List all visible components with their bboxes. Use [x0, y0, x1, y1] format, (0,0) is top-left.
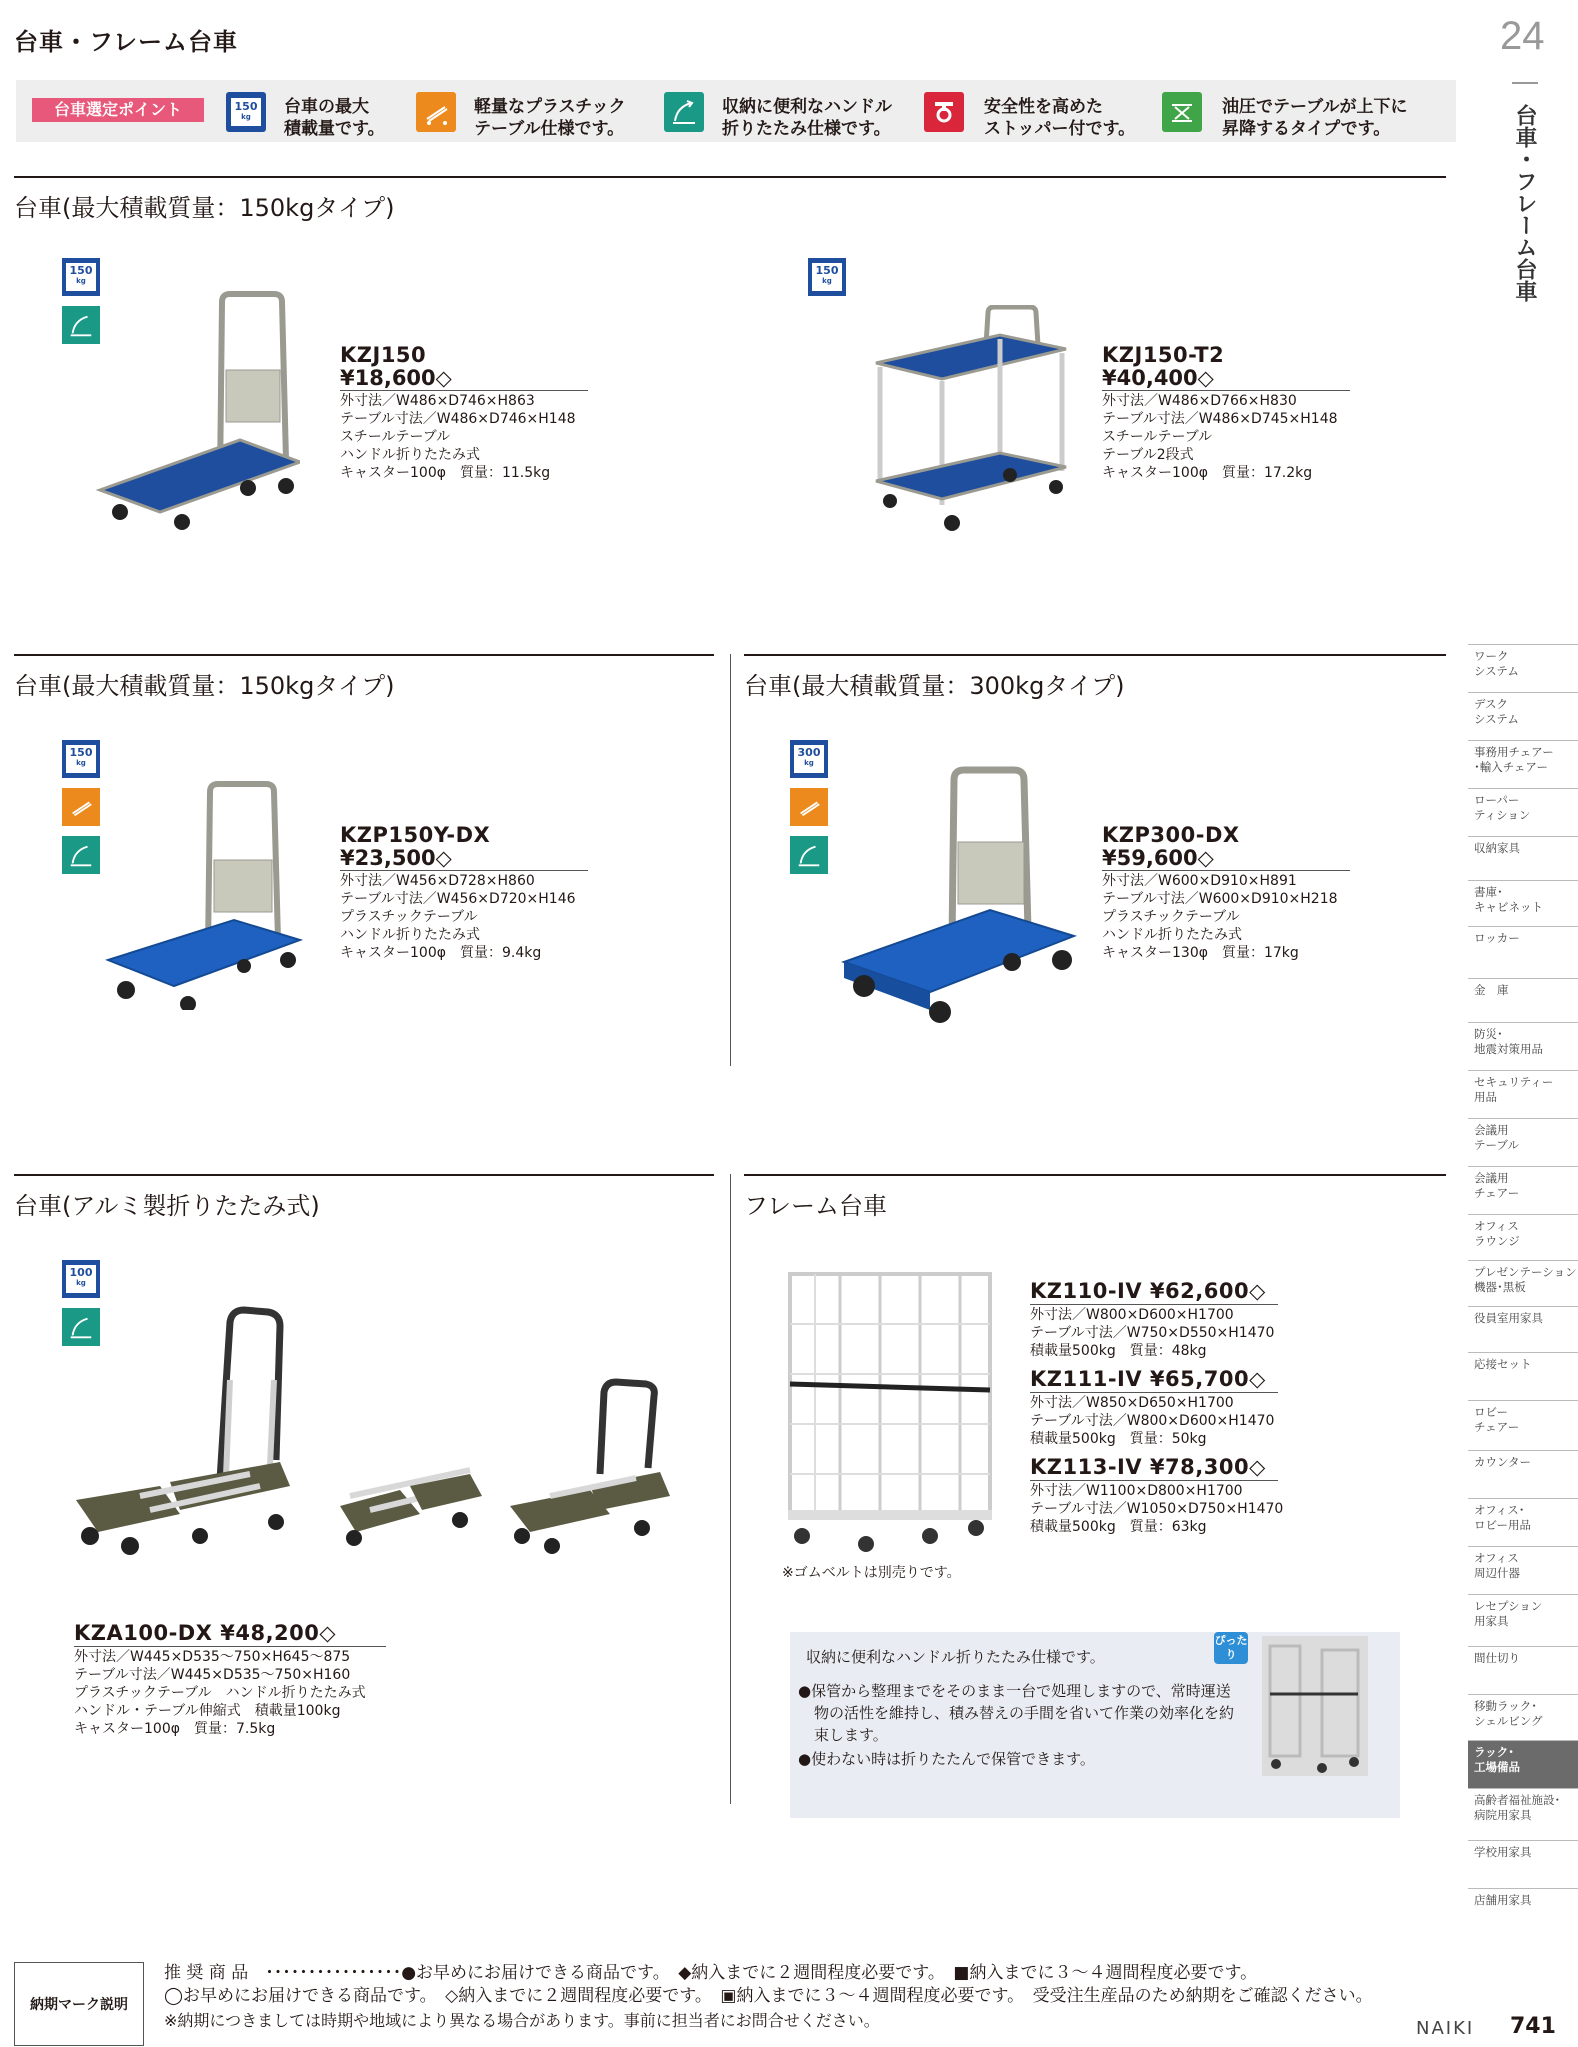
divider	[340, 870, 588, 871]
index-label: ワーク	[1474, 649, 1509, 663]
section-divider	[14, 176, 1446, 178]
divider	[1102, 390, 1350, 391]
divider	[1030, 1480, 1278, 1481]
notice-bullet-1: ●保管から整理までをそのまま一台で処理しますので、常時運送 物の活性を維持し、積み替えの手間を省いて作業の効率化を約 束します。	[798, 1682, 1235, 1744]
index-item[interactable]	[1468, 740, 1578, 788]
plastic-table-icon	[62, 788, 100, 826]
product-specs: 外寸法／W800×D600×H1700 テーブル寸法／W750×D550×H1470 積載量500kg 質量：48kg	[1030, 1307, 1275, 1359]
product-code: KZP300-DX	[1102, 823, 1240, 847]
index-item[interactable]	[1468, 1022, 1578, 1070]
index-item[interactable]	[1468, 1260, 1578, 1306]
index-label: 会議用	[1474, 1123, 1509, 1137]
stopper-icon	[924, 92, 964, 132]
plastic-table-icon	[790, 788, 828, 826]
index-item[interactable]	[1468, 1788, 1578, 1840]
index-label: ロッカー	[1474, 931, 1520, 945]
product-specs: 外寸法／W486×D766×H830 テーブル寸法／W486×D745×H148 スチールテーブル テーブル2段式 キャスター100φ 質量：17.2kg	[1102, 393, 1338, 481]
product-specs: 外寸法／W456×D728×H860 テーブル寸法／W456×D720×H146 プラスチックテーブル ハンドル折りたたみ式 キャスター100φ 質量：9.4kg	[340, 873, 576, 961]
index-label: 事務用チェアー	[1474, 745, 1554, 759]
folding-handle-icon	[664, 92, 704, 132]
section-divider	[744, 1174, 1446, 1176]
index-label: 工場備品	[1474, 1760, 1520, 1774]
index-item[interactable]	[1468, 1594, 1578, 1646]
divider	[1030, 1392, 1278, 1393]
product-specs: 外寸法／W600×D910×H891 テーブル寸法／W600×D910×H218 プラスチックテーブル ハンドル折りたたみ式 キャスター130φ 質量：17kg	[1102, 873, 1338, 961]
weight-150kg-icon: 150 kg	[808, 258, 846, 296]
index-item[interactable]	[1468, 1840, 1578, 1888]
column-divider	[730, 654, 731, 1066]
index-label: チェアー	[1474, 1186, 1520, 1200]
page-number: 741	[1510, 2014, 1556, 2039]
index-item[interactable]	[1468, 1070, 1578, 1118]
index-item[interactable]	[1468, 1306, 1578, 1352]
index-label: チェアー	[1474, 1420, 1520, 1434]
divider	[74, 1646, 386, 1647]
product-code-price: KZ111-IV ¥65,700◇	[1030, 1367, 1266, 1391]
index-label: レセプション	[1474, 1599, 1543, 1613]
divider	[340, 390, 588, 391]
index-label: 間仕切り	[1474, 1651, 1520, 1665]
folding-handle-icon	[62, 836, 100, 874]
section-title: 台車(最大積載質量：300kgタイプ)	[744, 672, 1125, 700]
product-specs: 外寸法／W486×D746×H863 テーブル寸法／W486×D746×H148 スチールテーブル ハンドル折りたたみ式 キャスター100φ 質量：11.5kg	[340, 393, 576, 481]
product-price: ¥59,600◇	[1102, 846, 1214, 870]
index-label: ラック･	[1474, 1745, 1515, 1759]
index-item[interactable]	[1468, 978, 1578, 1022]
product-code: KZP150Y-DX	[340, 823, 491, 847]
index-item[interactable]	[1468, 1400, 1578, 1450]
index-label: 地震対策用品	[1474, 1042, 1543, 1056]
selection-points-tag: 台車選定ポイント	[32, 98, 204, 122]
index-label: 店舗用家具	[1474, 1893, 1532, 1907]
index-label: シェルビング	[1474, 1714, 1543, 1728]
index-item[interactable]	[1468, 1498, 1578, 1546]
index-item[interactable]	[1468, 880, 1578, 926]
index-label: ラウンジ	[1474, 1234, 1520, 1248]
section-title: 台車(アルミ製折りたたみ式)	[14, 1192, 320, 1220]
section-divider	[14, 654, 714, 656]
index-label: 書庫･	[1474, 885, 1503, 899]
legend-note: ※納期につきましては時期や地域により異なる場合があります。事前に担当者にお問合せください。	[164, 2011, 880, 2030]
index-label: セキュリティー	[1474, 1075, 1554, 1089]
weight-150kg-icon: 150 kg	[62, 740, 100, 778]
product-specs: 外寸法／W850×D650×H1700 テーブル寸法／W800×D600×H1470 積載量500kg 質量：50kg	[1030, 1395, 1275, 1447]
frame-cart-note: ※ゴムベルトは別売りです。	[782, 1565, 961, 1581]
product-code-price: KZ113-IV ¥78,300◇	[1030, 1455, 1266, 1479]
index-label: 用家具	[1474, 1614, 1509, 1628]
index-item[interactable]	[1468, 926, 1578, 978]
index-item[interactable]	[1468, 836, 1578, 880]
side-chapter-title: 台車・フレーム台車	[1512, 104, 1537, 302]
fit-badge: ぴったり	[1214, 1632, 1248, 1664]
index-item[interactable]	[1468, 1352, 1578, 1400]
section-title: 台車(最大積載質量：150kgタイプ)	[14, 194, 395, 222]
index-label: ロビー	[1474, 1405, 1509, 1419]
index-label: ティション	[1474, 808, 1531, 822]
divider	[1512, 82, 1538, 84]
folding-handle-icon	[790, 836, 828, 874]
weight-300kg-icon: 300 kg	[790, 740, 828, 778]
divider	[1030, 1304, 1278, 1305]
weight-150kg-icon: 150 kg	[226, 92, 266, 132]
weight-150kg-icon: 150 kg	[62, 258, 100, 296]
index-item[interactable]	[1468, 1118, 1578, 1166]
product-code-price: KZ110-IV ¥62,600◇	[1030, 1279, 1266, 1303]
kzj150-product-image	[90, 290, 300, 530]
section-divider	[744, 654, 1446, 656]
index-item[interactable]	[1468, 644, 1578, 692]
point-5-text: 油圧でテーブルが上下に 昇降するタイプです。	[1222, 97, 1408, 139]
delivery-mark-legend-label: 納期マーク説明	[14, 1962, 144, 2046]
kza100-dx-product-image	[70, 1300, 710, 1600]
index-label: キャビネット	[1474, 900, 1543, 914]
hydraulic-lift-icon	[1162, 92, 1202, 132]
index-label: オフィス	[1474, 1551, 1519, 1565]
product-price: ¥23,500◇	[340, 846, 452, 870]
index-label: 用品	[1474, 1090, 1497, 1104]
index-label: カウンター	[1474, 1455, 1532, 1469]
section-title: 台車(最大積載質量：150kgタイプ)	[14, 672, 395, 700]
index-item[interactable]	[1468, 1888, 1578, 1936]
index-item[interactable]	[1468, 1214, 1578, 1260]
point-4-text: 安全性を高めた ストッパー付です。	[984, 97, 1136, 139]
notice-bullet-2: ●使わない時は折りたたんで保管できます。	[798, 1750, 1095, 1768]
notice-title: 収納に便利なハンドル折りたたみ仕様です。	[806, 1648, 1105, 1666]
product-code: KZJ150-T2	[1102, 343, 1225, 367]
plastic-table-icon	[416, 92, 456, 132]
index-label: 役員室用家具	[1474, 1311, 1543, 1325]
index-item[interactable]	[1468, 1450, 1578, 1498]
index-label: デスク	[1474, 697, 1509, 711]
index-item[interactable]	[1468, 1166, 1578, 1214]
folded-frame-cart-image	[1262, 1636, 1368, 1776]
index-label: 周辺什器	[1474, 1566, 1520, 1580]
index-label: 金 庫	[1474, 983, 1509, 997]
index-label: 応接セット	[1474, 1357, 1532, 1371]
page-title: 台車・フレーム台車	[14, 28, 239, 56]
index-label: 学校用家具	[1474, 1845, 1532, 1859]
index-label: 収納家具	[1474, 841, 1520, 855]
index-label: オフィス･	[1474, 1503, 1525, 1517]
index-item[interactable]	[1468, 1740, 1578, 1788]
index-label: テーブル	[1474, 1138, 1519, 1152]
index-label: 移動ラック･	[1474, 1699, 1538, 1713]
point-1-text: 台車の最大 積載量です。	[284, 97, 385, 139]
column-divider	[730, 1174, 731, 1804]
index-item[interactable]	[1468, 1694, 1578, 1740]
divider	[1102, 870, 1350, 871]
index-item[interactable]	[1468, 1646, 1578, 1694]
product-specs: 外寸法／W445×D535～750×H645～875 テーブル寸法／W445×D535～750×H160 プラスチックテーブル ハンドル折りたたみ式 ハンドル・テーブル伸縮式 積載量100kg キャスター100φ 質量：7.5kg	[74, 1649, 366, 1737]
index-label: ローパー	[1474, 793, 1520, 807]
index-label: オフィス	[1474, 1219, 1519, 1233]
index-label: プレゼンテーション	[1474, 1265, 1577, 1279]
kzp300-dx-product-image	[840, 766, 1080, 1026]
index-item[interactable]	[1468, 788, 1578, 836]
index-label: システム	[1474, 712, 1519, 726]
legend-row-1: 推 奨 商 品 ････････････････●お早めにお届けできる商品です。 ◆納入までに２週間程度必要です。 ■納入までに３～４週間程度必要です。	[164, 1963, 1258, 1983]
weight-100kg-icon: 100 kg	[62, 1260, 100, 1298]
index-label: 機器･黒板	[1474, 1280, 1526, 1294]
product-code-price: KZA100-DX ¥48,200◇	[74, 1621, 337, 1645]
product-code: KZJ150	[340, 343, 427, 367]
product-price: ¥18,600◇	[340, 366, 452, 390]
product-specs: 外寸法／W1100×D800×H1700 テーブル寸法／W1050×D750×H1470 積載量500kg 質量：63kg	[1030, 1483, 1284, 1535]
product-price: ¥40,400◇	[1102, 366, 1214, 390]
point-2-text: 軽量なプラスチック テーブル仕様です。	[474, 97, 626, 139]
index-label: ロビー用品	[1474, 1518, 1532, 1532]
frame-cart-product-image	[780, 1264, 1000, 1564]
point-3-text: 収納に便利なハンドル 折りたたみ仕様です。	[722, 97, 892, 139]
kzj150-t2-product-image	[870, 305, 1070, 535]
brand-name: NAIKI	[1416, 2018, 1475, 2039]
index-label: 病院用家具	[1474, 1808, 1532, 1822]
section-divider	[14, 1174, 714, 1176]
index-label: 会議用	[1474, 1171, 1509, 1185]
index-label: 高齢者福祉施設･	[1474, 1793, 1561, 1807]
index-label: ･輸入チェアー	[1474, 760, 1549, 774]
chapter-number: 24	[1500, 14, 1545, 58]
index-item[interactable]	[1468, 1546, 1578, 1594]
index-label: 防災･	[1474, 1027, 1503, 1041]
legend-row-2: ◯お早めにお届けできる商品です。 ◇納入までに２週間程度必要です。 ▣納入までに３～４週間程度必要です。 受受注生産品のため納期をご確認ください。	[164, 1986, 1373, 2006]
index-item[interactable]	[1468, 692, 1578, 740]
section-title: フレーム台車	[744, 1192, 888, 1220]
index-label: システム	[1474, 664, 1519, 678]
kzp150y-dx-product-image	[104, 780, 304, 1010]
